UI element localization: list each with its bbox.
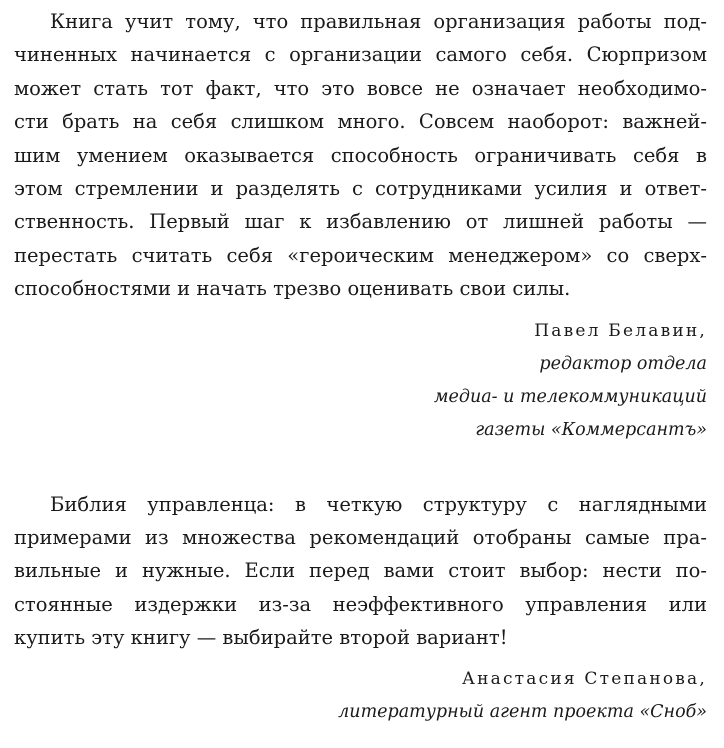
author-name: Павел Белавин,	[534, 320, 707, 341]
text-line: способностями и начать трезво оценивать свои силы.	[14, 277, 571, 301]
text-line: этом стремлении и разделять с сотрудниками усилия и ответ-	[14, 177, 707, 201]
author-name: Анастасия Степанова,	[462, 668, 707, 689]
review-paragraph	[14, 488, 707, 655]
text-line: Книга учит тому, что правильная организация работы под-	[50, 10, 707, 33]
text-line: шим умением оказывается способность ограничивать себя в	[14, 143, 707, 167]
text-line: сти брать на себя слишком много. Совсем наоборот: важней-	[14, 110, 707, 134]
text-line: Библия управленца: в четкую структуру с наглядными	[50, 492, 707, 516]
review-signature	[14, 315, 707, 448]
text-line: ственность. Первый шаг к избавлению от лишней работы —	[14, 210, 707, 234]
text-line: примерами из множества рекомендаций отобраны самые пра-	[14, 525, 707, 549]
author-role: редактор отдела	[539, 353, 707, 374]
text-line: перестать считать себя «героическим менеджером» со сверх-	[14, 243, 707, 267]
book-reviews-page	[14, 0, 707, 729]
text-line: может стать тот факт, что это вовсе не означает необходимо-	[14, 76, 707, 100]
text-line: вильные и нужные. Если перед вами стоит выбор: нести по-	[14, 559, 707, 583]
author-role: газеты «Коммерсантъ»	[475, 420, 707, 441]
review-signature	[14, 663, 707, 729]
review-paragraph	[14, 0, 707, 306]
text-line: купить эту книгу — выбирайте второй вариант!	[14, 626, 508, 650]
text-line: стоянные издержки из-за неэффективного управления или	[14, 592, 707, 616]
author-role: медиа- и телекоммуникаций	[433, 386, 707, 407]
text-line: чиненных начинается с организации самого себя. Сюрпризом	[14, 43, 707, 67]
author-role: литературный агент проекта «Сноб»	[338, 701, 707, 722]
